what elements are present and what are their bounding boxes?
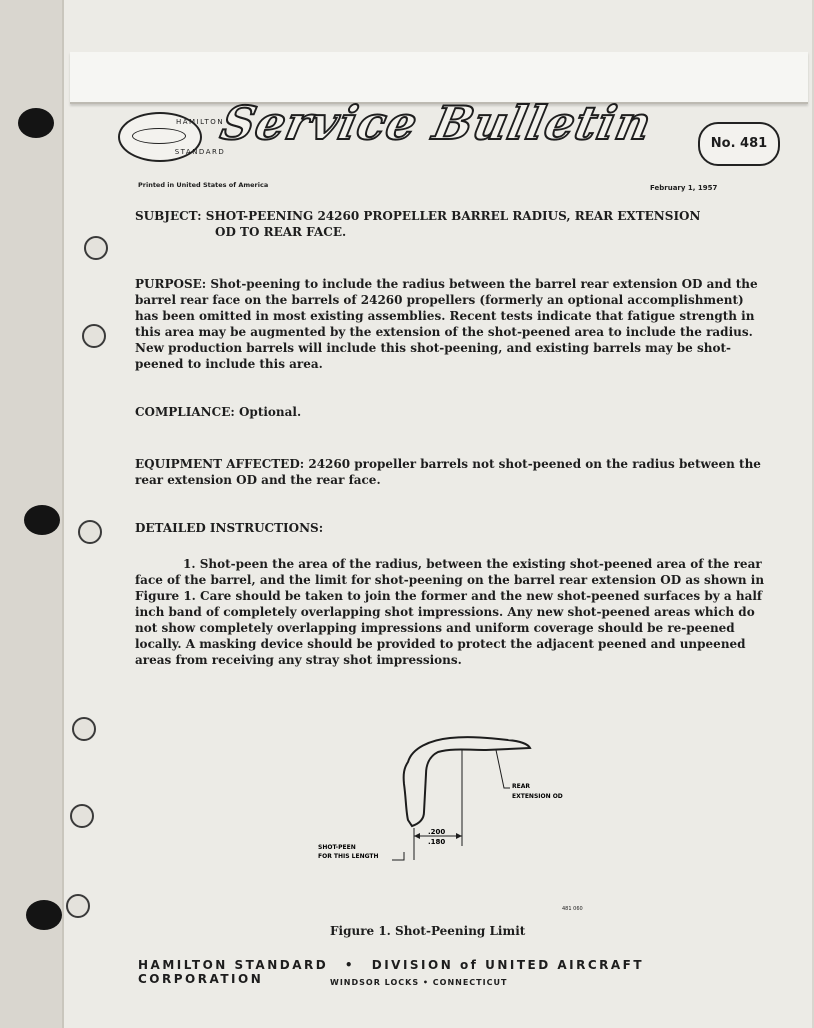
binder-hole (66, 894, 90, 918)
hamilton-standard-logo (118, 112, 226, 162)
binder-hole (70, 804, 94, 828)
label-for-this-length: FOR THIS LENGTH (318, 853, 379, 860)
logo-text-top: HAMILTON (175, 118, 225, 126)
rear-extension-leader (496, 750, 510, 788)
printed-in-note: Printed in United States of America (138, 181, 269, 189)
equipment-affected-section (135, 456, 765, 488)
compliance-label: COMPLIANCE: (135, 405, 235, 419)
logo-text-bottom: STANDARD (174, 148, 226, 156)
label-extension-od: EXTENSION OD (512, 793, 563, 800)
binder-hole (72, 717, 96, 741)
footer-company: HAMILTON STANDARD (138, 958, 329, 972)
dimension-top: .200 (428, 828, 446, 836)
equipment-label: EQUIPMENT AFFECTED: (135, 457, 305, 471)
dimension-arrow-right (456, 833, 462, 839)
footer-location: WINDSOR LOCKS • CONNECTICUT (330, 978, 508, 987)
label-rear: REAR (512, 783, 530, 790)
instruction-step-1: 1. Shot-peen the area of the radius, between the existing shot-peened area of the rear face of the barrel, and the limit for shot-peening on the barrel rear extension OD as shown in Figure 1. Care should be taken to join the former and the new shot-peened surfaces by a half inch band of completely overlapping shot impressions. Any new shot-peened areas which do not show completely overlapping impressions and uniform coverage should be re-peened locally. A masking device should be provided to protect the adjacent peened and unpeened areas from receiving any stray shot impressions. (135, 557, 765, 667)
dimension-arrow-left (414, 833, 420, 839)
shot-peen-leader (392, 852, 404, 860)
purpose-section (135, 276, 765, 372)
barrel-section-outline (404, 737, 530, 826)
binder-hole (82, 324, 106, 348)
subject-section (135, 208, 765, 240)
service-bulletin-banner: Service Bulletin (216, 96, 657, 150)
binder-hole (84, 236, 108, 260)
equipment-text: 24260 propeller barrels not shot-peened on the radius between the rear extension OD and the rear face. (135, 457, 761, 487)
purpose-label: PURPOSE: (135, 277, 207, 291)
bulletin-number: No. 481 (698, 122, 780, 166)
punch-hole-mark (18, 108, 54, 138)
footer-bullet: • (344, 958, 356, 972)
subject-label: SUBJECT: (135, 209, 202, 223)
punch-hole-mark (26, 900, 62, 930)
subject-line-1: SHOT-PEENING 24260 PROPELLER BARREL RADIUS, REAR EXTENSION (205, 209, 701, 223)
purpose-text: Shot-peening to include the radius between the barrel rear extension OD and the barrel rear face on the barrels of 24260 propellers (formerly an optional accomplishment) has been omitted in most existing assemblies. Recent tests indicate that fatigue strength in this area may be augmented by the extension of the shot-peened area to include the radius. New production barrels will include this shot-peening, and existing barrels may be shot-peened to include this area. (135, 277, 758, 371)
bulletin-date: February 1, 1957 (650, 184, 718, 192)
footer-division: DIVISION of UNITED AIRCRAFT CORPORATION (138, 958, 645, 986)
shot-peening-limit-figure (280, 728, 600, 908)
compliance-section (135, 404, 765, 420)
figure-footnote: 481 060 (562, 906, 583, 912)
punch-hole-mark (24, 505, 60, 535)
dimension-bottom: .180 (428, 838, 446, 846)
detailed-instructions-heading: DETAILED INSTRUCTIONS: (135, 521, 324, 535)
subject-line-2: OD TO REAR FACE. (215, 225, 347, 239)
binder-hole (78, 520, 102, 544)
figure-caption: Figure 1. Shot-Peening Limit (330, 924, 526, 938)
compliance-text: Optional. (238, 405, 302, 419)
logo-inner-ellipse (132, 128, 186, 144)
label-shot-peen: SHOT-PEEN (318, 844, 356, 851)
